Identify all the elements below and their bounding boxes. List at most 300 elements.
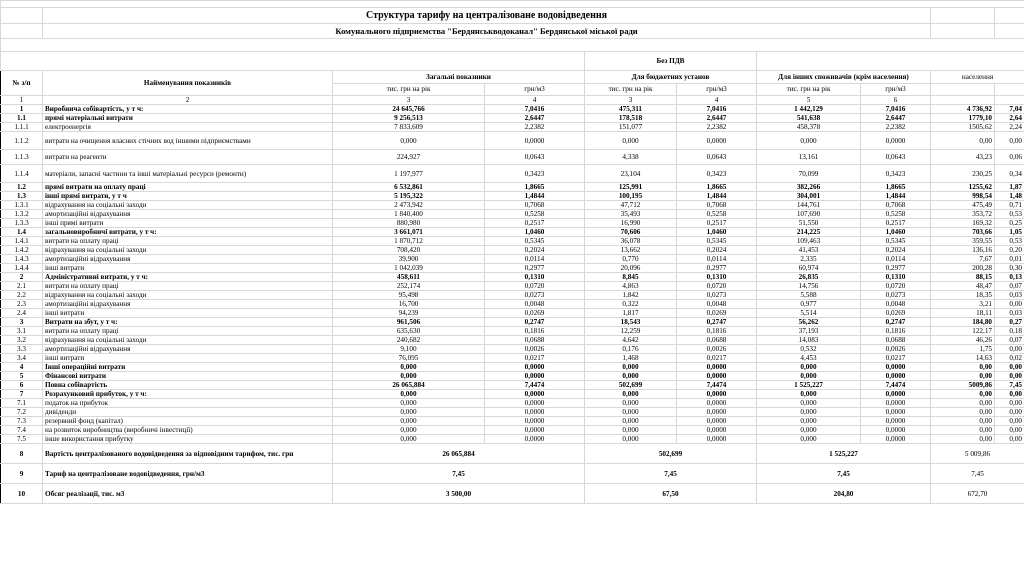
row-label: амортизаційні відрахування [43,210,333,219]
row-label: Фінансові витрати [43,372,333,381]
row-number: 1.2 [1,183,43,192]
table-row [1,291,1024,300]
value-cell: 0,27 [995,318,1024,327]
value-cell: 18,11 [931,309,995,318]
value-cell: 0,3423 [861,165,931,183]
value-cell: 169,32 [931,219,995,228]
value-cell: 0,0000 [485,417,585,426]
value-cell: 0,0000 [485,435,585,444]
row-label: загальновиробничі витрати, у т ч: [43,228,333,237]
value-cell: 0,00 [995,300,1024,309]
summary-value: 67,50 [585,484,757,504]
value-cell: 0,07 [995,282,1024,291]
value-cell: 0,2024 [677,246,757,255]
table-row [1,219,1024,228]
value-cell: 0,0217 [677,354,757,363]
value-cell: 0,13 [995,273,1024,282]
row-number: 2.4 [1,309,43,318]
value-cell: 7,04 [995,105,1024,114]
value-cell: 0,000 [333,390,485,399]
value-cell: 0,03 [995,309,1024,318]
value-cell: 0,000 [757,426,861,435]
index-cell: 6 [861,96,931,105]
value-cell: 0,0048 [861,300,931,309]
value-cell: 2,6447 [485,114,585,123]
value-cell: 0,000 [333,363,485,372]
table-row [1,228,1024,237]
value-cell: 200,28 [931,264,995,273]
value-cell: 76,095 [333,354,485,363]
value-cell: 9 256,513 [333,114,485,123]
value-cell: 0,0000 [861,363,931,372]
value-cell: 14,756 [757,282,861,291]
value-cell: 635,630 [333,327,485,336]
value-cell: 0,000 [757,390,861,399]
table-row [1,363,1024,372]
value-cell: 0,0000 [485,390,585,399]
table-row [1,345,1024,354]
value-cell: 0,000 [585,408,677,417]
row-label: Розрахунковий прибуток, у т ч: [43,390,333,399]
row-label: відрахування на соціальні заходи [43,201,333,210]
row-label: інші витрати [43,354,333,363]
value-cell: 1,8665 [861,183,931,192]
value-cell: 0,00 [995,390,1024,399]
summary-value: 26 065,884 [333,444,585,464]
value-cell: 0,0000 [677,417,757,426]
value-cell: 2,2382 [485,123,585,132]
value-cell: 94,239 [333,309,485,318]
value-cell: 0,00 [995,363,1024,372]
row-number: 1.4.3 [1,255,43,264]
value-cell: 0,00 [931,399,995,408]
row-number: 1.4.1 [1,237,43,246]
value-cell: 0,0000 [861,390,931,399]
row-number: 9 [1,464,43,484]
summary-value: 7,45 [931,464,1024,484]
value-cell: 2,6447 [677,114,757,123]
col-general-header: Загальні показники [333,71,585,84]
value-cell: 7 833,609 [333,123,485,132]
value-cell: 0,0688 [861,336,931,345]
row-number: 1.4 [1,228,43,237]
table-row [1,264,1024,273]
value-cell: 1,4844 [861,192,931,201]
value-cell: 1,75 [931,345,995,354]
value-cell: 0,00 [931,363,995,372]
table-row [1,300,1024,309]
value-cell: 0,53 [995,210,1024,219]
value-cell: 0,000 [585,435,677,444]
unit-m3: грн/м3 [861,83,931,96]
value-cell: 0,000 [585,426,677,435]
value-cell: 0,1310 [485,273,585,282]
value-cell: 1,0460 [485,228,585,237]
summary-value: 7,45 [333,464,585,484]
value-cell: 7,4474 [485,381,585,390]
value-cell: 14,083 [757,336,861,345]
row-label: інші прямі витрати [43,219,333,228]
value-cell: 458,611 [333,273,485,282]
value-cell: 0,02 [995,354,1024,363]
value-cell: 0,0273 [485,291,585,300]
value-cell: 1505,62 [931,123,995,132]
value-cell: 0,322 [585,300,677,309]
table-row [1,426,1024,435]
summary-row [1,464,1024,484]
summary-row [1,444,1024,464]
value-cell: 2 473,942 [333,201,485,210]
row-number: 2.3 [1,300,43,309]
value-cell: 2,2382 [677,123,757,132]
value-cell: 0,03 [995,291,1024,300]
value-cell: 70,606 [585,228,677,237]
value-cell: 0,000 [585,372,677,381]
value-cell: 16,990 [585,219,677,228]
value-cell: 961,506 [333,318,485,327]
value-cell: 41,453 [757,246,861,255]
row-number: 6 [1,381,43,390]
value-cell: 230,25 [931,165,995,183]
value-cell: 304,001 [757,192,861,201]
value-cell: 144,761 [757,201,861,210]
value-cell: 1 197,977 [333,165,485,183]
table-row [1,201,1024,210]
value-cell: 0,0000 [485,132,585,150]
summary-value: 5 009,86 [931,444,1024,464]
row-number: 7.4 [1,426,43,435]
value-cell: 0,00 [995,417,1024,426]
value-cell: 100,195 [585,192,677,201]
row-label: на розвиток виробництва (виробничі інвестиції) [43,426,333,435]
value-cell: 0,1816 [485,327,585,336]
row-label: витрати на очищення власних стічних вод іншими підприємствами [43,132,333,150]
value-cell: 0,0720 [861,282,931,291]
value-cell: 0,00 [931,426,995,435]
value-cell: 0,7068 [861,201,931,210]
row-label: Виробнича собівартість, у т ч: [43,105,333,114]
value-cell: 26,835 [757,273,861,282]
value-cell: 2,64 [995,114,1024,123]
value-cell: 7,0416 [677,105,757,114]
value-cell: 0,0720 [677,282,757,291]
table-row [1,408,1024,417]
col-population-header: населення [931,71,1024,84]
value-cell: 0,0217 [861,354,931,363]
value-cell: 0,0000 [677,132,757,150]
table-row [1,354,1024,363]
value-cell: 2,2382 [861,123,931,132]
row-label: витрати на оплату праці [43,237,333,246]
row-number: 2.1 [1,282,43,291]
value-cell: 70,099 [757,165,861,183]
value-cell: 0,5258 [861,210,931,219]
row-number: 1.3 [1,192,43,201]
value-cell: 382,266 [757,183,861,192]
row-number: 3.3 [1,345,43,354]
value-cell: 1,8665 [485,183,585,192]
value-cell: 0,00 [995,408,1024,417]
value-cell: 0,770 [585,255,677,264]
table-row [1,132,1024,150]
value-cell: 0,00 [931,390,995,399]
value-cell: 5 195,322 [333,192,485,201]
value-cell: 0,2024 [485,246,585,255]
value-cell: 1 870,712 [333,237,485,246]
unit-year: тис. грн на рік [757,83,861,96]
row-number: 3.4 [1,354,43,363]
value-cell: 36,078 [585,237,677,246]
table-row [1,309,1024,318]
value-cell: 107,690 [757,210,861,219]
value-cell: 353,72 [931,210,995,219]
value-cell: 48,47 [931,282,995,291]
value-cell: 0,7068 [485,201,585,210]
value-cell: 0,000 [757,408,861,417]
value-cell: 0,2747 [677,318,757,327]
value-cell: 6 532,861 [333,183,485,192]
row-number: 3 [1,318,43,327]
value-cell: 4,453 [757,354,861,363]
value-cell: 37,193 [757,327,861,336]
value-cell: 0,0026 [861,345,931,354]
value-cell: 0,25 [995,219,1024,228]
value-cell: 0,0217 [485,354,585,363]
table-row [1,165,1024,183]
value-cell: 0,0000 [861,417,931,426]
table-row [1,417,1024,426]
row-label: витрати на оплату праці [43,327,333,336]
row-number: 1.4.4 [1,264,43,273]
row-number: 4 [1,363,43,372]
value-cell: 5,514 [757,309,861,318]
index-cell: 3 [333,96,485,105]
value-cell: 0,18 [995,327,1024,336]
row-label: інші прямі витрати, у т ч [43,192,333,201]
table-row [1,237,1024,246]
value-cell: 0,000 [333,417,485,426]
value-cell: 0,0000 [677,390,757,399]
value-cell: 0,000 [585,399,677,408]
value-cell: 0,53 [995,237,1024,246]
value-cell: 1,817 [585,309,677,318]
value-cell: 0,0000 [485,372,585,381]
value-cell: 1255,62 [931,183,995,192]
row-number: 1.4.2 [1,246,43,255]
value-cell: 0,2747 [485,318,585,327]
value-cell: 0,0000 [861,435,931,444]
value-cell: 0,000 [757,417,861,426]
row-number: 10 [1,484,43,504]
value-cell: 0,000 [585,132,677,150]
summary-value: 7,45 [757,464,931,484]
value-cell: 0,000 [333,372,485,381]
value-cell: 0,0000 [677,435,757,444]
row-label: відрахування на соціальні заходи [43,246,333,255]
unit-year: тис. грн на рік [333,83,485,96]
row-label: Вартість централізованого водовідведення за відповідним тарифом, тис. грн [43,444,333,464]
value-cell: 0,0000 [677,426,757,435]
value-cell: 0,977 [757,300,861,309]
value-cell: 9,100 [333,345,485,354]
value-cell: 3,21 [931,300,995,309]
table-row [1,210,1024,219]
value-cell: 708,420 [333,246,485,255]
row-number: 7.1 [1,399,43,408]
row-number: 2 [1,273,43,282]
value-cell: 0,0000 [861,132,931,150]
value-cell: 0,000 [333,435,485,444]
value-cell: 0,00 [995,435,1024,444]
value-cell: 122,17 [931,327,995,336]
index-cell: 3 [585,96,677,105]
value-cell: 0,0000 [485,426,585,435]
row-label: Тариф на централізоване водовідведення, грн/м3 [43,464,333,484]
index-cell: 1 [1,96,43,105]
value-cell: 7,0416 [861,105,931,114]
row-number: 7.3 [1,417,43,426]
row-label: Адміністративні витрати, у т ч: [43,273,333,282]
value-cell: 0,000 [585,417,677,426]
value-cell: 0,000 [585,390,677,399]
value-cell: 0,5258 [677,210,757,219]
value-cell: 703,66 [931,228,995,237]
col-other-header: Для інших споживачів (крім населення) [757,71,931,84]
table-row [1,327,1024,336]
value-cell: 0,00 [931,435,995,444]
value-cell: 18,543 [585,318,677,327]
value-cell: 0,0643 [861,150,931,165]
value-cell: 0,0273 [677,291,757,300]
unit-m3: грн/м3 [485,83,585,96]
row-number: 8 [1,444,43,464]
row-number: 1.3.1 [1,201,43,210]
value-cell: 35,493 [585,210,677,219]
value-cell: 125,991 [585,183,677,192]
value-cell: 0,000 [333,132,485,150]
value-cell: 0,000 [757,435,861,444]
value-cell: 359,55 [931,237,995,246]
value-cell: 0,0000 [677,408,757,417]
value-cell: 0,0273 [861,291,931,300]
table-row [1,255,1024,264]
value-cell: 1,48 [995,192,1024,201]
value-cell: 0,2024 [861,246,931,255]
value-cell: 240,682 [333,336,485,345]
value-cell: 0,000 [757,372,861,381]
value-cell: 13,662 [585,246,677,255]
index-cell: 4 [485,96,585,105]
table-row [1,372,1024,381]
row-label: податок на прибуток [43,399,333,408]
row-label: матеріали, запасні частини та інші матеріальні ресурси (ремонти) [43,165,333,183]
value-cell: 0,0048 [485,300,585,309]
value-cell: 16,700 [333,300,485,309]
value-cell: 0,0026 [677,345,757,354]
row-label: резервний фонд (капітал) [43,417,333,426]
value-cell: 0,00 [995,345,1024,354]
value-cell: 1,0460 [861,228,931,237]
value-cell: 0,00 [931,408,995,417]
value-cell: 7,4474 [861,381,931,390]
value-cell: 0,0269 [485,309,585,318]
row-label: прямі витрати на оплату праці [43,183,333,192]
value-cell: 23,104 [585,165,677,183]
value-cell: 0,0026 [485,345,585,354]
value-cell: 0,0114 [485,255,585,264]
unit-m3: грн/м3 [677,83,757,96]
value-cell: 0,0000 [485,363,585,372]
title-line1: Структура тарифу на централізоване водовідведення [43,8,931,24]
value-cell: 0,00 [995,426,1024,435]
table-row [1,390,1024,399]
value-cell: 214,225 [757,228,861,237]
value-cell: 0,06 [995,150,1024,165]
value-cell: 0,000 [585,363,677,372]
value-cell: 4,863 [585,282,677,291]
value-cell: 0,1310 [861,273,931,282]
summary-row [1,484,1024,504]
value-cell: 0,0643 [677,150,757,165]
value-cell: 0,0114 [861,255,931,264]
value-cell: 2,24 [995,123,1024,132]
table-row [1,282,1024,291]
row-number: 1.1.2 [1,132,43,150]
value-cell: 151,077 [585,123,677,132]
value-cell: 0,0643 [485,150,585,165]
value-cell: 0,000 [333,408,485,417]
value-cell: 1,4844 [485,192,585,201]
value-cell: 0,2517 [485,219,585,228]
row-label: електроенергія [43,123,333,132]
table-row [1,399,1024,408]
vat-note: Без ПДВ [585,52,757,71]
value-cell: 2,6447 [861,114,931,123]
value-cell: 1 442,129 [757,105,861,114]
value-cell: 0,0688 [677,336,757,345]
row-label: Витрати на збут, у т ч: [43,318,333,327]
value-cell: 1779,10 [931,114,995,123]
value-cell: 0,0000 [861,408,931,417]
value-cell: 2,335 [757,255,861,264]
unit-year: тис. грн на рік [585,83,677,96]
row-number: 7.2 [1,408,43,417]
value-cell: 0,01 [995,255,1024,264]
row-label: витрати на оплату праці [43,282,333,291]
row-label: витрати на реагенти [43,150,333,165]
table-row [1,150,1024,165]
title-line2: Комунального підприємства "Бердянськводоканал" Бердянської міської ради [43,24,931,39]
value-cell: 7,67 [931,255,995,264]
value-cell: 178,518 [585,114,677,123]
value-cell: 0,0048 [677,300,757,309]
summary-value: 7,45 [585,464,757,484]
value-cell: 0,0000 [861,399,931,408]
col-name-header: Найменування показників [43,71,333,96]
value-cell: 1,87 [995,183,1024,192]
value-cell: 0,2977 [861,264,931,273]
value-cell: 20,096 [585,264,677,273]
value-cell: 0,000 [757,132,861,150]
value-cell: 0,2977 [485,264,585,273]
value-cell: 0,71 [995,201,1024,210]
value-cell: 39,900 [333,255,485,264]
value-cell: 95,498 [333,291,485,300]
table-row [1,183,1024,192]
value-cell: 880,980 [333,219,485,228]
row-label: інші витрати [43,309,333,318]
value-cell: 4,642 [585,336,677,345]
